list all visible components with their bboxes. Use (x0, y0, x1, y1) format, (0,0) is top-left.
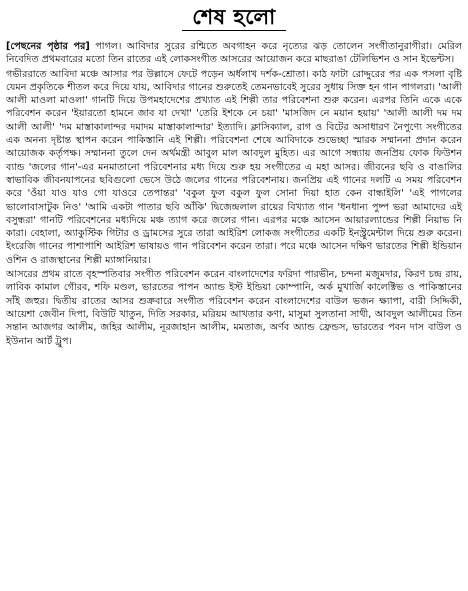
paragraph-1-text: পাগল। আবিদার সুরের রশ্মিতে অবগাহন করে নৃত্যের ঝড় তোলেন সংগীতানুরাগীরা। মেরিল নিবেদিত প্রথমবারের মতো তিন রাতের এই লোকসংগীত আসরের আয়োজন করে মাছরাঙা টেলিভিশন ও সান ইভেন্টস। (6, 41, 463, 66)
article-headline: শেষ হলো (182, 4, 286, 31)
article-paragraph-1 (6, 40, 462, 67)
article-paragraph-2: গভীররাতে আবিদা মঞ্চে আসার পর উল্লাসে ফেটে পড়েন অর্ধলাখ দর্শক-শ্রোতা। কাঠ ফাটা রোদ্দুরের পর এক পসলা বৃষ্টি যেমন প্রকৃতিকে শীতল করে দিয়ে যায়, আবিদার গানের শুরুতেই তেমনভাবেই সুরের সুধায় সিক্ত হন গান পাগলরা। 'আলী আলী মাওলা মাওলা' গানটি দিয়ে উপমহাদেশের প্রখ্যাত এই শিল্পী তার পরিবেশনা শুরু করেন। এরপর তিনি একে একে পরিবেশন করেন 'ইয়ারতো হামনে জাব যা দেখা' 'তেরি ইশকে নে চয়া' 'মাসজিদ নে ময়ান হয়ায়' 'আলী আলী দম দম আলী আলী' 'দম মাস্তাকালান্দর দমাদম মাস্তাকালান্দার' ইত্যাদি। ক্লাসিক্যাল, রাগ ও বিটের অসাধারণ নৈপুণ্যে সংগীতের এক অনন্য দৃষ্টান্ত স্থাপন করেন পাকিস্তানি এই শিল্পী। পরিবেশনা শেষে আবিদাকে শুভেচ্ছা স্মারক সম্মাননা প্রদান করেন আয়োজক কর্তৃপক্ষ। সম্মাননা তুলে দেন অর্থমন্ত্রী আবুল মাল আবদুল মুহিত। এর আগে সন্ধ্যায় জনপ্রিয় ফোক ফিউশন ব্যান্ড 'জলের গান'-এর মনমাতানো পরিবেশনার মধ্য দিয়ে শুরু হয় সংগীতের এ মহা আসর। জীবনের ছবি ও বাঙালির স্বাভাবিক জীবনযাপনের ছবিগুলো ভেসে উঠে জলের গানের পরিবেশনায়। জনপ্রিয় এই গানের দলটি এ সময় পরিবেশন করে 'ওঁয়া যাও যাও গো যাওরে তেপান্তর' 'বকুল ফুল বকুল ফুল সোনা দিয়া হাত কেন বান্ধাইলি' 'এই পাগলের ভালোবাসাটুক নিও' 'আমি একটা পাতার ছবি আঁকি' দ্বিজেন্দ্রলাল রায়ের বিখ্যাত গান 'ধনধান্য পুষ্প ভরা আমাদের এই বসুন্ধরা' গানটি পরিবেশনের মধ্যদিয়ে মঞ্চ ত্যাগ করে জলের গান। এরপর মঞ্চে আসেন আয়ারল্যান্ডের শিল্পী নিয়াভ নি কারা। বেহালা, অ্যাকুস্টিক গিটার ও ড্রামসের সুরে তারা আইরিশ লোকজ সংগীতের একটি ইনস্ট্রুমেন্টাল দিয়ে শুরু করেন। ইংরেজি গানের পাশাপাশি আইরিশ ভাষায়ও গান পরিবেশন করেন তারা। পরে মঞ্চে আসেন দক্ষিণ ভারতের শিল্পী ইন্ডিয়ান ওশিন ও রাজস্থানের শিল্পী ম্যাঙ্গানিয়ার। (6, 68, 462, 266)
headline-container (6, 4, 462, 34)
article-body (6, 40, 462, 348)
continuation-reference: [পেছনের পৃষ্ঠার পর] (6, 41, 90, 52)
article-paragraph-3: আসরের প্রথম রাতে বৃহস্পতিবার সংগীত পরিবেশন করেন বাংলাদেশের ফরিদা পারভীন, চন্দনা মজুমদার, কিরণ চন্দ্র রায়, লাবিক কামাল গৌরব, শফি মণ্ডল, ভারতের পাপন অ্যান্ড ইস্ট ইন্ডিয়া কোম্পানি, অর্ক মুখার্জি কালেক্টিভ ও পাকিস্তানের সাঁই জহুর। দ্বিতীয় রাতের আসর শুক্রবারে সংগীত পরিবেশন করেন বাংলাদেশের বাউল ভজন ক্ষ্যাপা, বারী সিদ্দিকী, আয়েশা জেবীন দিপা, বিউটি খাতুন, দিতি সরকার, মরিয়ম আখতার কণা, মাসুমা সুলতানা সাথী, আবদুল আলীমের তিন সন্তান আজগর আলীম, জহির আলীম, নূরজাহান আলীম, মমতাজ, অর্ণব অ্যান্ড ফ্রেন্ডস, ভারতের পবন দাস বাউল ও ইউনান আর্ট ট্রুপ। (6, 269, 462, 347)
article-page (6, 4, 462, 587)
